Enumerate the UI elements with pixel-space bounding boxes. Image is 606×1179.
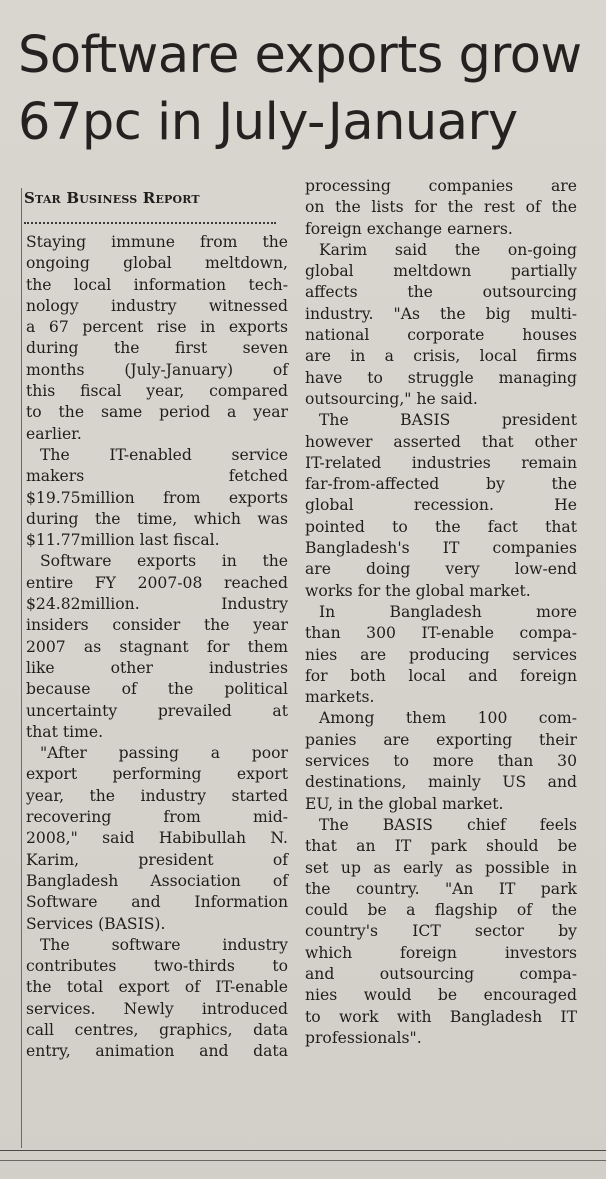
article-line: processing companies are xyxy=(305,177,577,195)
article-line: panies are exporting their xyxy=(305,730,577,749)
article-line: a 67 percent rise in exports xyxy=(26,318,288,337)
article-line: global recession. He xyxy=(305,496,577,515)
article-line: months (July-January) of xyxy=(26,360,288,379)
headline-line-1: Software exports grow xyxy=(18,26,582,85)
article-line: Karim, president of xyxy=(26,850,288,869)
article-line: nies are producing services xyxy=(305,645,577,664)
article-line: recovering from mid- xyxy=(26,808,288,827)
article-line: destinations, mainly US and xyxy=(305,773,577,792)
article-line: services to more than 30 xyxy=(305,752,577,771)
article-line: nies would be encouraged xyxy=(305,986,577,1005)
article-line: like other industries xyxy=(26,658,288,677)
article-line: could be a flagship of the xyxy=(305,901,577,920)
article-line: during the first seven xyxy=(26,339,288,358)
article-line: Staying immune from the xyxy=(26,233,288,251)
article-line: for both local and foreign xyxy=(305,666,577,685)
byline: Star Business Report xyxy=(24,189,200,207)
article-line: have to struggle managing xyxy=(305,368,577,387)
article-line: are in a crisis, local firms xyxy=(305,347,577,366)
article-line: which foreign investors xyxy=(305,943,577,962)
article-line: professionals". xyxy=(305,1028,422,1047)
article-line: pointed to the fact that xyxy=(305,517,577,536)
article-line: EU, in the global market. xyxy=(305,794,504,813)
article-line: to work with Bangladesh IT xyxy=(305,1007,577,1026)
article-line: foreign exchange earners. xyxy=(305,219,513,238)
article-line: The BASIS president xyxy=(319,411,577,430)
article-line: Bangladesh's IT companies xyxy=(305,539,577,558)
article-line: The IT-enabled service xyxy=(40,445,288,464)
article-line: industry. "As the big multi- xyxy=(305,304,577,323)
article-column-right xyxy=(305,176,577,1049)
article-line: that an IT park should be xyxy=(305,837,577,856)
headline-line-2: 67pc in July-January xyxy=(18,93,518,152)
article-line: Among them 100 com- xyxy=(319,709,577,728)
article-line: 2007 as stagnant for them xyxy=(26,637,288,656)
article-line: "After passing a poor xyxy=(40,744,288,763)
article-line: are doing very low-end xyxy=(305,560,577,579)
article-line: services. Newly introduced xyxy=(26,999,288,1018)
article-line: on the lists for the rest of the xyxy=(305,198,577,217)
article-line: ongoing global meltdown, xyxy=(26,254,288,273)
article-line: the total export of IT-enable xyxy=(26,978,288,997)
article-line: The BASIS chief feels xyxy=(319,815,577,834)
article-line: that time. xyxy=(26,722,104,741)
article-line: The software industry xyxy=(40,935,288,954)
article-line: far-from-affected by the xyxy=(305,475,577,494)
article-line: works for the global market. xyxy=(305,581,531,600)
article-line: makers fetched xyxy=(26,467,288,486)
article-line: however asserted that other xyxy=(305,432,577,451)
bottom-rule xyxy=(0,1150,606,1151)
article-line: Services (BASIS). xyxy=(26,914,166,933)
article-line: Software and Information xyxy=(26,893,288,912)
bottom-rule-secondary xyxy=(0,1160,606,1161)
article-line: $19.75million from exports xyxy=(26,488,288,507)
article-line: Software exports in the xyxy=(40,552,288,571)
column-rule-left xyxy=(21,188,22,1148)
article-line: insiders consider the year xyxy=(26,616,288,635)
article-line: set up as early as possible in xyxy=(305,858,577,877)
article-line: the country. "An IT park xyxy=(305,879,577,898)
article-line: the local information tech- xyxy=(26,275,288,294)
article-line: to the same period a year xyxy=(26,403,288,422)
article-line: contributes two-thirds to xyxy=(26,957,288,976)
article-line: call centres, graphics, data xyxy=(26,1020,288,1039)
article-line: markets. xyxy=(305,688,375,707)
article-line: Bangladesh Association of xyxy=(26,871,288,890)
article-line: entry, animation and data xyxy=(26,1042,288,1061)
article-line: than 300 IT-enable compa- xyxy=(305,624,577,643)
article-line: entire FY 2007-08 reached xyxy=(26,573,288,592)
article-line: $24.82million. Industry xyxy=(26,595,288,614)
article-line: year, the industry started xyxy=(26,786,288,805)
article-line: Karim said the on-going xyxy=(319,240,577,259)
article-line: uncertainty prevailed at xyxy=(26,701,288,720)
article-line: nology industry witnessed xyxy=(26,296,288,315)
article-line: export performing export xyxy=(26,765,288,784)
article-line: national corporate houses xyxy=(305,326,577,345)
article-line: earlier. xyxy=(26,424,82,443)
article-line: In Bangladesh more xyxy=(319,602,577,621)
article-column-left xyxy=(26,232,288,1063)
headline xyxy=(18,22,598,156)
article-line: $11.77million last fiscal. xyxy=(26,531,220,550)
article-line: this fiscal year, compared xyxy=(26,382,288,401)
article-line: affects the outsourcing xyxy=(305,283,577,302)
article-line: during the time, which was xyxy=(26,509,288,528)
article-line: 2008," said Habibullah N. xyxy=(26,829,288,848)
article-line: and outsourcing compa- xyxy=(305,964,577,983)
article-line: global meltdown partially xyxy=(305,262,577,281)
article-line: because of the political xyxy=(26,680,288,699)
article-line: IT-related industries remain xyxy=(305,453,577,472)
article-line: country's ICT sector by xyxy=(305,922,577,941)
byline-dotted-rule xyxy=(24,222,276,224)
article-line: outsourcing," he said. xyxy=(305,389,478,408)
